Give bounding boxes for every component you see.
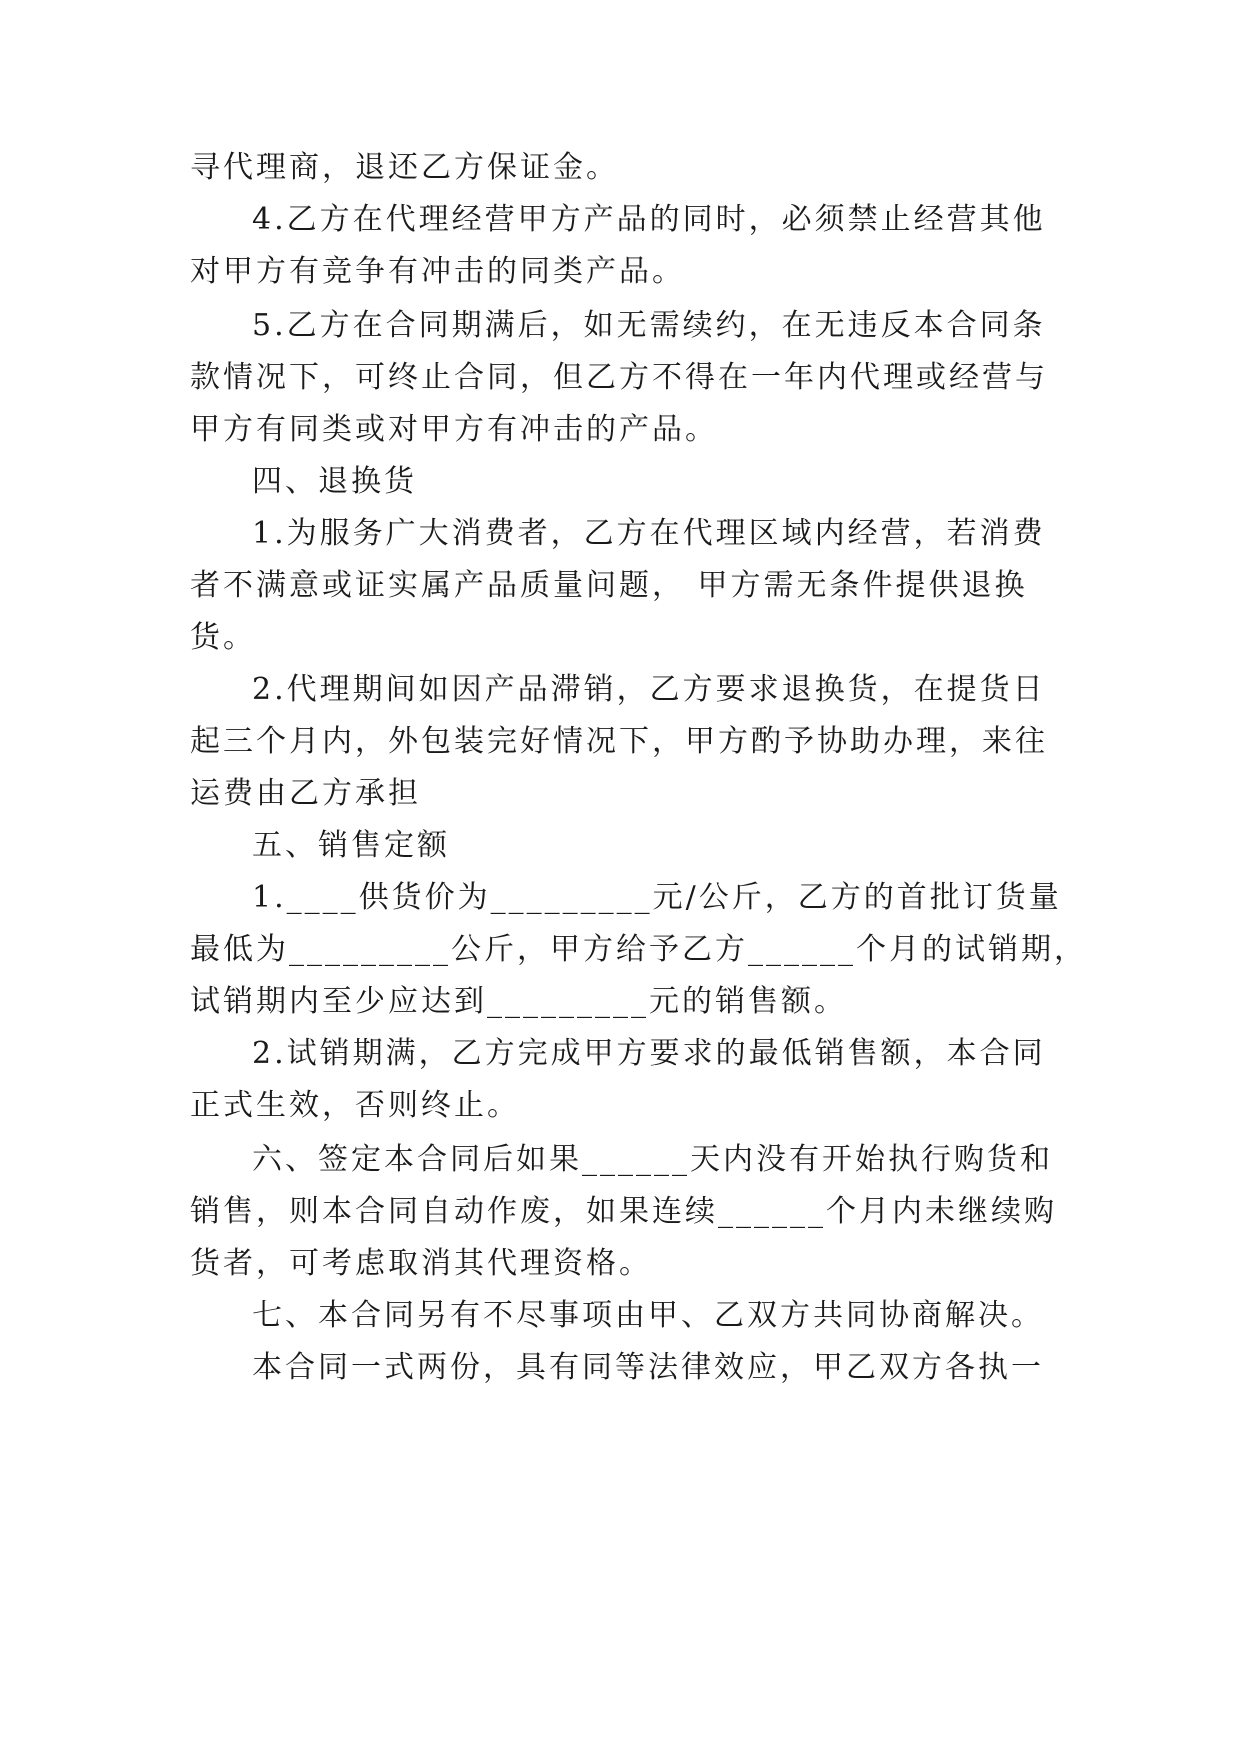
clause-5-2: 2.试销期满，乙方完成甲方要求的最低销售额，本合同 — [252, 1036, 1046, 1071]
clause-4-1: 1.为服务广大消费者，乙方在代理区域内经营，若消费 — [252, 516, 1046, 551]
text-line: 试销期内至少应达到_________元的销售额。 — [190, 984, 847, 1019]
text-line: 对甲方有竞争有冲击的同类产品。 — [190, 254, 685, 289]
section-heading-sales-quota: 五、销售定额 — [252, 828, 450, 863]
text-line: 者不满意或证实属产品质量问题， 甲方需无条件提供退换 — [190, 568, 1028, 603]
text-line: 甲方有同类或对甲方有冲击的产品。 — [190, 412, 718, 447]
clause-3-5: 5.乙方在合同期满后，如无需续约，在无违反本合同条 — [252, 308, 1046, 343]
clause-5-1: 1.____供货价为_________元/公斤，乙方的首批订货量 — [252, 880, 1062, 915]
section-six: 六、签定本合同后如果______天内没有开始执行购货和 — [252, 1142, 1053, 1177]
text-line: 正式生效，否则终止。 — [190, 1088, 520, 1123]
section-seven: 七、本合同另有不尽事项由甲、乙双方共同协商解决。 — [252, 1298, 1044, 1333]
text-line: 最低为_________公斤，甲方给予乙方______个月的试销期， — [190, 932, 1087, 967]
text-line: 款情况下，可终止合同，但乙方不得在一年内代理或经营与 — [190, 360, 1048, 395]
text-line: 运费由乙方承担 — [190, 776, 421, 811]
text-line: 起三个月内，外包装完好情况下，甲方酌予协助办理，来往 — [190, 724, 1048, 759]
section-heading-returns: 四、退换货 — [252, 464, 417, 499]
clause-3-4: 4.乙方在代理经营甲方产品的同时，必须禁止经营其他 — [252, 202, 1046, 237]
closing-paragraph: 本合同一式两份，具有同等法律效应，甲乙双方各执一 — [252, 1350, 1044, 1385]
text-line: 销售，则本合同自动作废，如果连续______个月内未继续购 — [190, 1194, 1057, 1229]
text-line: 货者，可考虑取消其代理资格。 — [190, 1246, 652, 1281]
text-line: 寻代理商，退还乙方保证金。 — [190, 150, 619, 185]
text-line: 货。 — [190, 620, 256, 655]
clause-4-2: 2.代理期间如因产品滞销，乙方要求退换货，在提货日 — [252, 672, 1046, 707]
